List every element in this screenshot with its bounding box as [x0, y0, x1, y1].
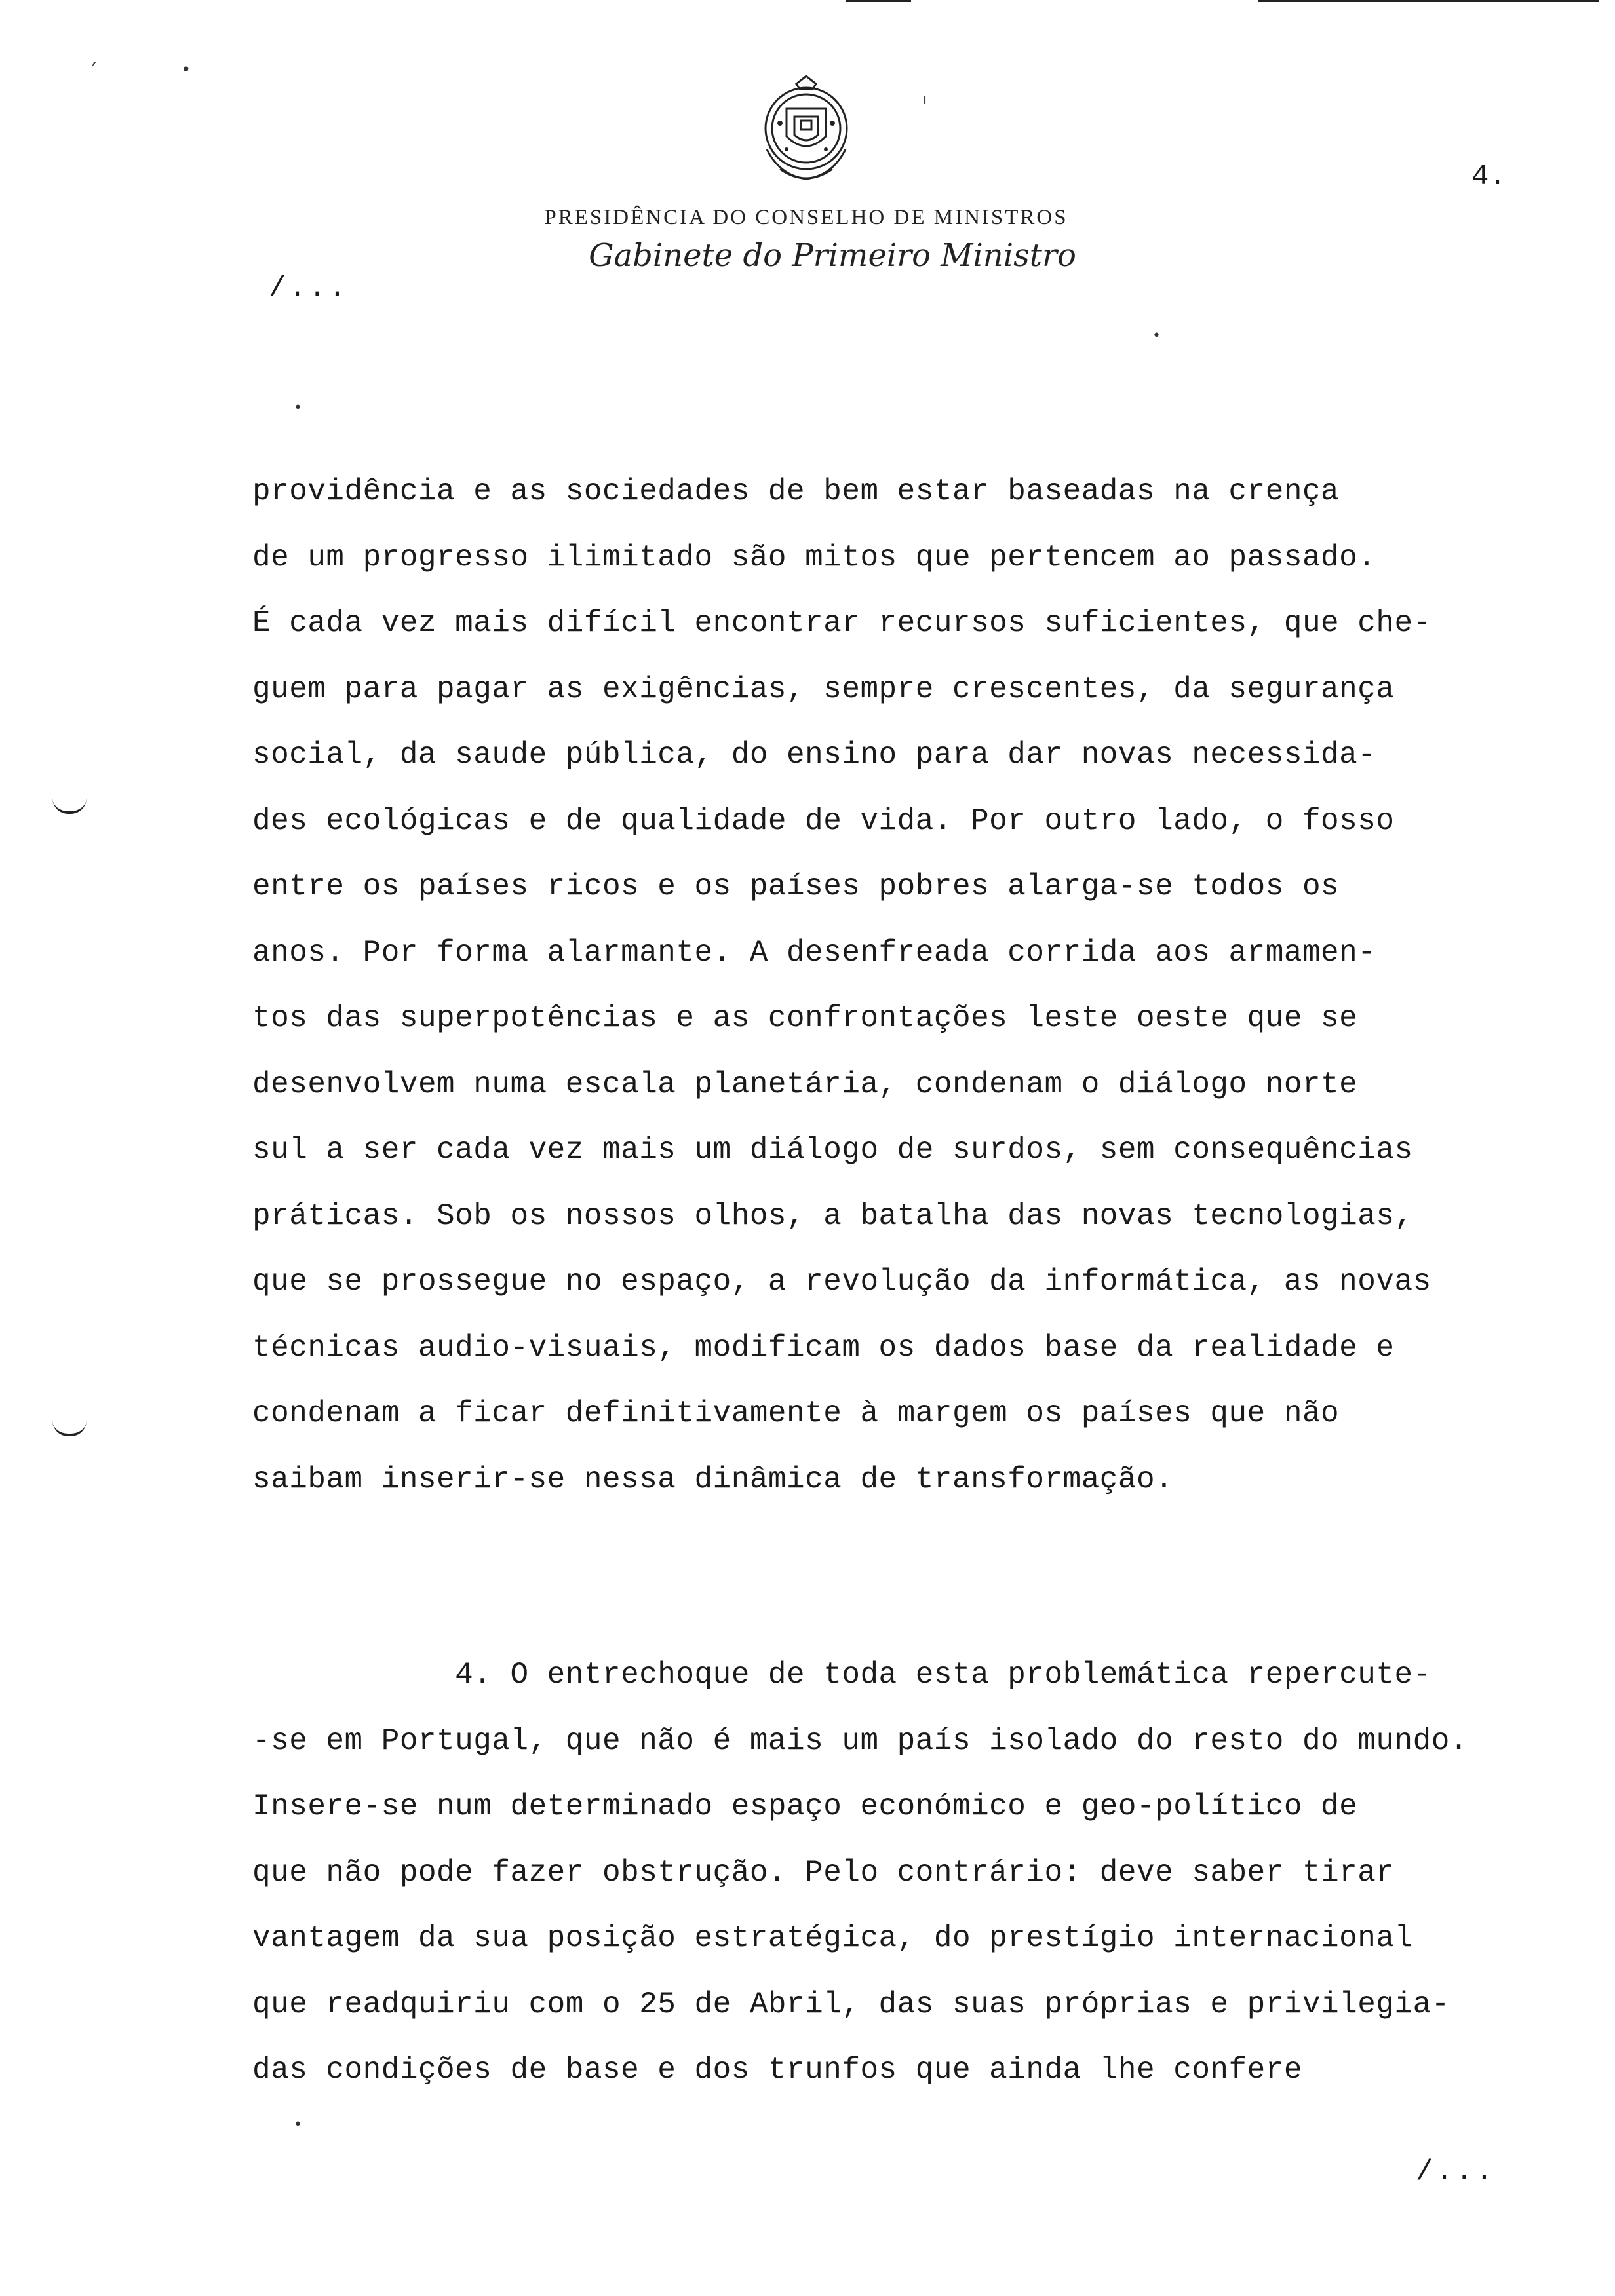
- text-line: práticas. Sob os nossos olhos, a batalha das novas tecnologias,: [252, 1198, 1413, 1233]
- continuation-marker-bottom: /...: [1416, 2156, 1496, 2189]
- scan-mark: •: [294, 2116, 302, 2133]
- coat-of-arms-emblem: [741, 71, 872, 195]
- text-line: -se em Portugal, que não é mais um país isolado do resto do mundo.: [252, 1723, 1468, 1758]
- scan-mark: •: [181, 60, 191, 80]
- text-line: das condições de base e dos trunfos que ainda lhe confere: [252, 2053, 1302, 2087]
- top-rule-right: [1258, 0, 1599, 2]
- scan-mark: •: [294, 400, 302, 416]
- page-number: 4.: [1471, 161, 1506, 193]
- text-line: tos das superpotências e as confrontações leste oeste que se: [252, 1001, 1358, 1035]
- text-line: que não pode fazer obstrução. Pelo contrário: deve saber tirar: [252, 1855, 1395, 1890]
- text-line: que readquiriu com o 25 de Abril, das suas próprias e privilegia-: [252, 1987, 1450, 2021]
- text-line: des ecológicas e de qualidade de vida. Por outro lado, o fosso: [252, 803, 1395, 838]
- text-line: saibam inserir-se nessa dinâmica de transformação.: [252, 1462, 1174, 1497]
- binder-hole-mark: [52, 1421, 87, 1436]
- text-line: desenvolvem numa escala planetária, condenam o diálogo norte: [252, 1067, 1358, 1101]
- text-line: de um progresso ilimitado são mitos que pertencem ao passado.: [252, 540, 1376, 575]
- text-line: anos. Por forma alarmante. A desenfreada corrida aos armamen-: [252, 935, 1376, 970]
- text-line: sul a ser cada vez mais um diálogo de surdos, sem consequências: [252, 1133, 1413, 1167]
- scan-mark: ′: [92, 59, 96, 82]
- paragraph-1: [252, 459, 1537, 1512]
- continuation-marker-top: /...: [269, 272, 349, 305]
- cabinet-subtitle: Gabinete do Primeiro Ministro: [589, 237, 1076, 274]
- text-line: que se prossegue no espaço, a revolução da informática, as novas: [252, 1265, 1431, 1299]
- text-line: guem para pagar as exigências, sempre crescentes, da segurança: [252, 672, 1395, 706]
- text-line: técnicas audio-visuais, modificam os dados base da realidade e: [252, 1330, 1395, 1365]
- text-line: É cada vez mais difícil encontrar recursos suficientes, que che-: [252, 606, 1431, 640]
- text-line: condenam a ficar definitivamente à margem os países que não: [252, 1396, 1340, 1430]
- text-line: vantagem da sua posição estratégica, do prestígio internacional: [252, 1921, 1413, 1955]
- scan-mark: •: [1152, 328, 1161, 344]
- text-line: Insere-se num determinado espaço económico e geo-político de: [252, 1789, 1358, 1824]
- letterhead: PRESIDÊNCIA DO CONSELHO DE MINISTROS: [544, 206, 1068, 229]
- text-line: 4. O entrechoque de toda esta problemática repercute-: [252, 1658, 1431, 1692]
- paragraph-2: [252, 1642, 1537, 2103]
- binder-hole-mark: [52, 798, 87, 814]
- top-rule-left: [846, 0, 911, 2]
- text-line: providência e as sociedades de bem estar baseadas na crença: [252, 474, 1340, 508]
- text-line: entre os países ricos e os países pobres alarga-se todos os: [252, 870, 1340, 904]
- scan-mark: ı: [923, 92, 927, 108]
- text-line: social, da saude pública, do ensino para dar novas necessida-: [252, 738, 1376, 772]
